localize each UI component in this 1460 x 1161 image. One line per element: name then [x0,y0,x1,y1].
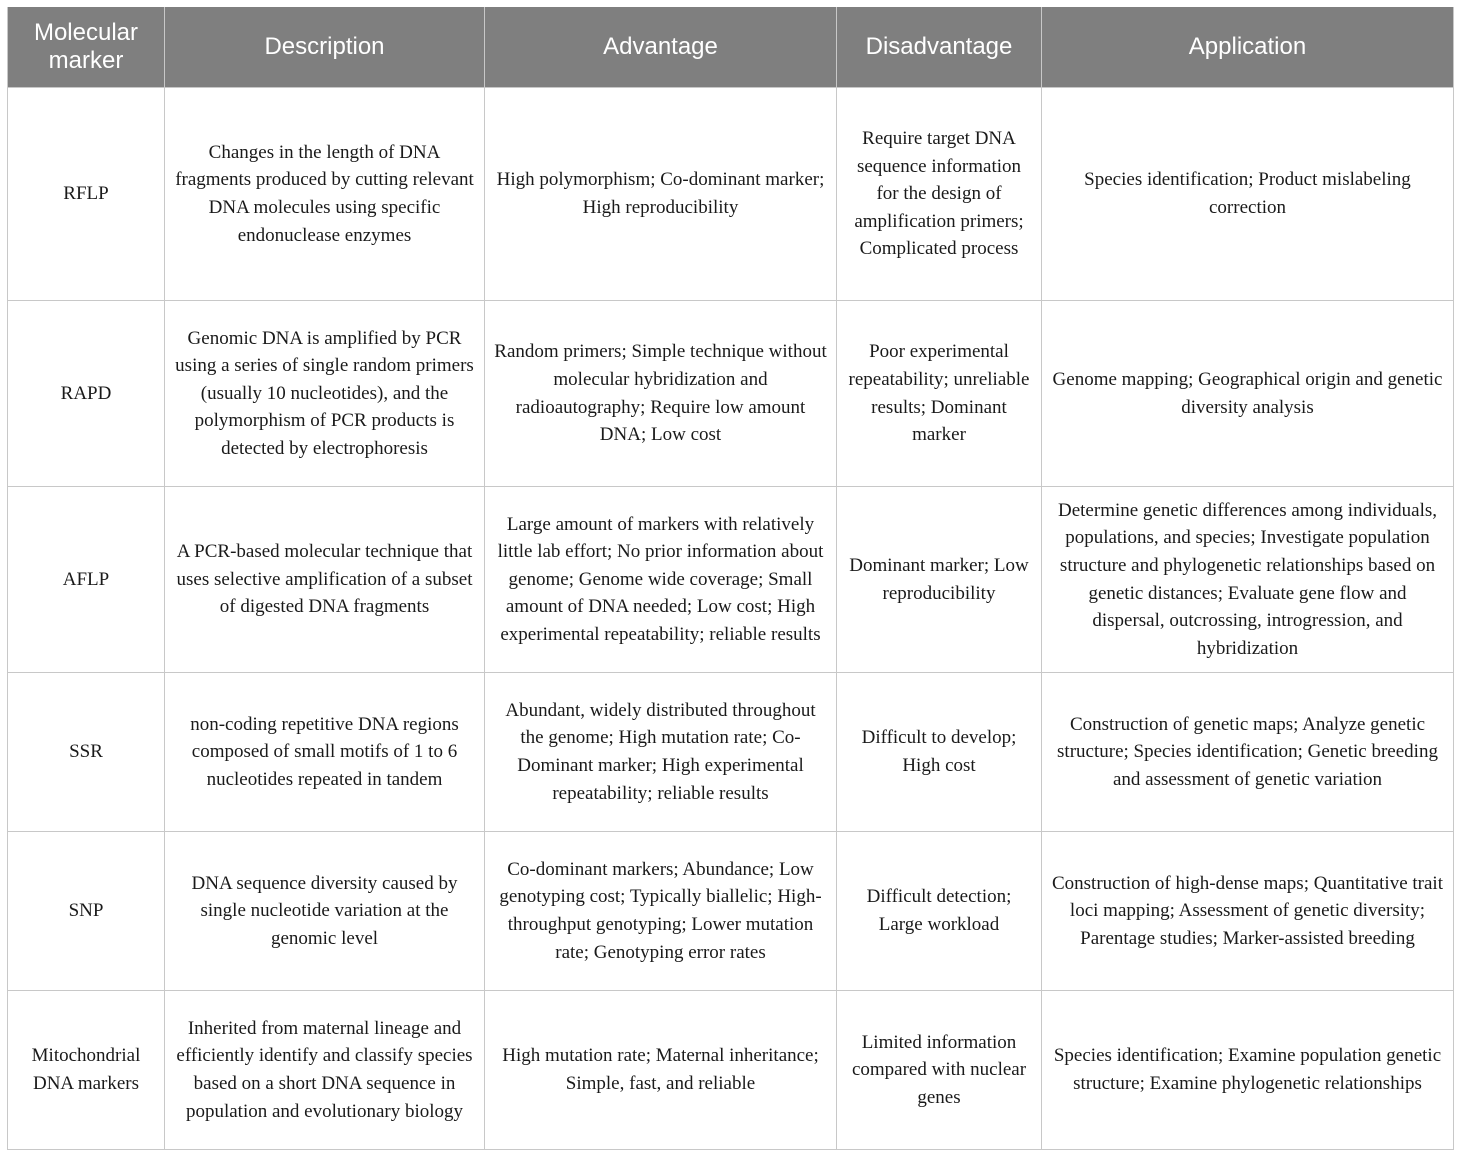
table-header [8,7,1454,88]
cell-description: non-coding repetitive DNA regions composed of small motifs of 1 to 6 nucleotides repeated in tandem [165,673,485,832]
cell-disadvantage: Limited information compared with nuclear genes [837,991,1042,1150]
cell-advantage: Large amount of markers with relatively little lab effort; No prior information about genome; Genome wide coverage; Small amount of DNA needed; Low cost; High experimental repeatability; reliable results [485,487,837,673]
cell-marker: Mitochondrial DNA markers [8,991,165,1150]
cell-application: Construction of high-dense maps; Quantitative trait loci mapping; Assessment of genetic diversity; Parentage studies; Marker-assisted breeding [1042,832,1454,991]
cell-application: Genome mapping; Geographical origin and genetic diversity analysis [1042,301,1454,487]
cell-disadvantage: Difficult to develop; High cost [837,673,1042,832]
table-row [8,88,1454,301]
cell-disadvantage: Require target DNA sequence information for the design of amplification primers; Complicated process [837,88,1042,301]
header-molecular-marker: Molecular marker [8,7,165,88]
cell-marker: RFLP [8,88,165,301]
cell-description: Genomic DNA is amplified by PCR using a series of single random primers (usually 10 nucleotides), and the polymorphism of PCR products is detected by electrophoresis [165,301,485,487]
cell-description: Inherited from maternal lineage and efficiently identify and classify species based on a short DNA sequence in population and evolutionary biology [165,991,485,1150]
header-disadvantage: Disadvantage [837,7,1042,88]
cell-application: Construction of genetic maps; Analyze genetic structure; Species identification; Genetic breeding and assessment of genetic variation [1042,673,1454,832]
comparison-table-container [7,7,1453,1150]
cell-disadvantage: Poor experimental repeatability; unreliable results; Dominant marker [837,301,1042,487]
cell-marker: RAPD [8,301,165,487]
table-row [8,673,1454,832]
header-advantage: Advantage [485,7,837,88]
cell-advantage: High mutation rate; Maternal inheritance; Simple, fast, and reliable [485,991,837,1150]
molecular-marker-table [7,7,1454,1150]
cell-advantage: High polymorphism; Co-dominant marker; High reproducibility [485,88,837,301]
table-row [8,991,1454,1150]
cell-disadvantage: Dominant marker; Low reproducibility [837,487,1042,673]
cell-marker: SSR [8,673,165,832]
header-row [8,7,1454,88]
cell-application: Species identification; Product mislabeling correction [1042,88,1454,301]
table-body [8,88,1454,1150]
cell-marker: AFLP [8,487,165,673]
cell-advantage: Abundant, widely distributed throughout the genome; High mutation rate; Co-Dominant marker; High experimental repeatability; reliable results [485,673,837,832]
table-row [8,301,1454,487]
table-row [8,487,1454,673]
cell-description: A PCR-based molecular technique that uses selective amplification of a subset of digested DNA fragments [165,487,485,673]
cell-advantage: Co-dominant markers; Abundance; Low genotyping cost; Typically biallelic; High-throughput genotyping; Lower mutation rate; Genotyping error rates [485,832,837,991]
cell-marker: SNP [8,832,165,991]
cell-application: Species identification; Examine population genetic structure; Examine phylogenetic relationships [1042,991,1454,1150]
cell-disadvantage: Difficult detection; Large workload [837,832,1042,991]
header-application: Application [1042,7,1454,88]
cell-application: Determine genetic differences among individuals, populations, and species; Investigate population structure and phylogenetic relationships based on genetic distances; Evaluate gene flow and dispersal, outcrossing, introgression, and hybridization [1042,487,1454,673]
cell-advantage: Random primers; Simple technique without molecular hybridization and radioautography; Require low amount DNA; Low cost [485,301,837,487]
cell-description: Changes in the length of DNA fragments produced by cutting relevant DNA molecules using specific endonuclease enzymes [165,88,485,301]
table-row [8,832,1454,991]
cell-description: DNA sequence diversity caused by single nucleotide variation at the genomic level [165,832,485,991]
header-description: Description [165,7,485,88]
